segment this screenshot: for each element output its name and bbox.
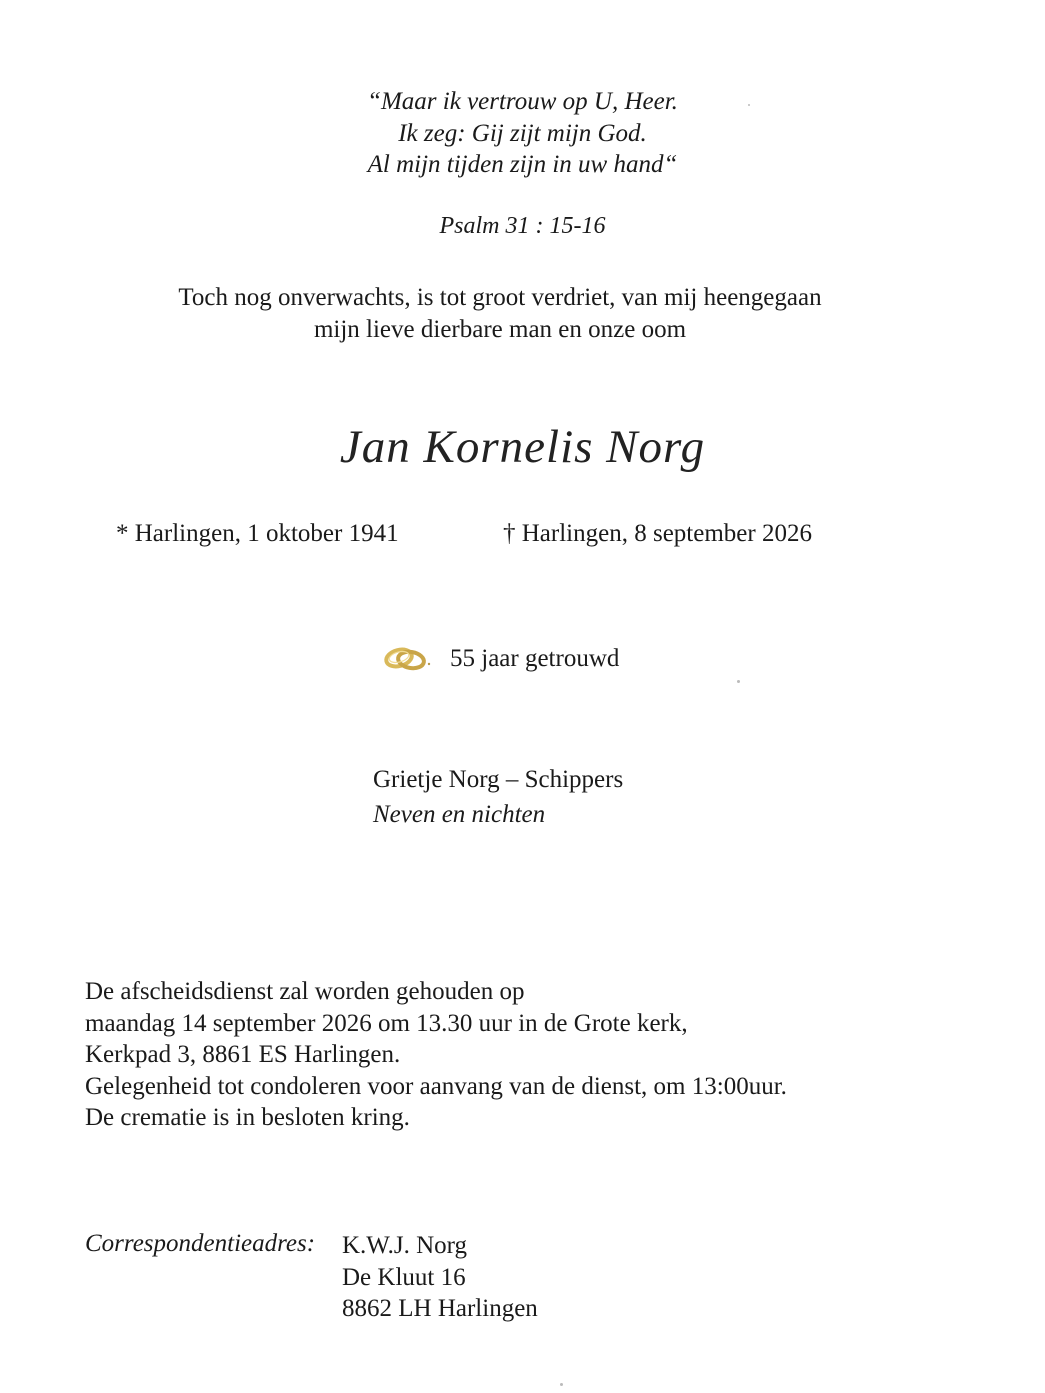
correspondence-address [342, 1230, 538, 1325]
death-info: † Harlingen, 8 september 2026 [503, 520, 812, 547]
correspondence-label: Correspondentieadres: [85, 1230, 316, 1257]
address-line-2: De Kluut 16 [342, 1263, 466, 1291]
scan-speck [560, 1383, 563, 1386]
wedding-rings-icon [381, 640, 433, 674]
marriage-duration: 55 jaar getrouwd [450, 645, 620, 672]
service-line-2: maandag 14 september 2026 om 13.30 uur in de Grote kerk, [85, 1009, 688, 1037]
quote-line-2: Ik zeg: Gij zijt mijn God. [398, 119, 647, 147]
spouse-name: Grietje Norg – Schippers [373, 766, 624, 793]
service-line-4: Gelegenheid tot condoleren voor aanvang van de dienst, om 13:00uur. [85, 1072, 787, 1100]
intro-line-2: mijn lieve dierbare man en onze oom [313, 316, 687, 343]
bible-quote [0, 86, 1045, 181]
service-details [85, 976, 787, 1134]
scan-speck [748, 104, 750, 106]
quote-line-3: Al mijn tijden zijn in uw hand“ [367, 151, 678, 178]
relatives: Neven en nichten [373, 801, 546, 828]
service-line-3: Kerkpad 3, 8861 ES Harlingen. [85, 1041, 401, 1068]
service-line-1: De afscheidsdienst zal worden gehouden op [85, 978, 525, 1005]
birth-info: * Harlingen, 1 oktober 1941 [116, 520, 399, 547]
scan-speck [737, 680, 740, 683]
address-line-1: K.W.J. Norg [342, 1232, 468, 1259]
quote-line-1: “Maar ik vertrouw op U, Heer. [367, 88, 678, 115]
announcement-intro [0, 282, 1000, 346]
quote-reference: Psalm 31 : 15-16 [439, 213, 606, 239]
intro-line-1: Toch nog onverwachts, is tot groot verdriet, van mij heengegaan [178, 284, 822, 311]
service-line-5: De crematie is in besloten kring. [85, 1104, 410, 1131]
deceased-name: Jan Kornelis Norg [339, 421, 706, 473]
address-line-3: 8862 LH Harlingen [342, 1295, 538, 1322]
